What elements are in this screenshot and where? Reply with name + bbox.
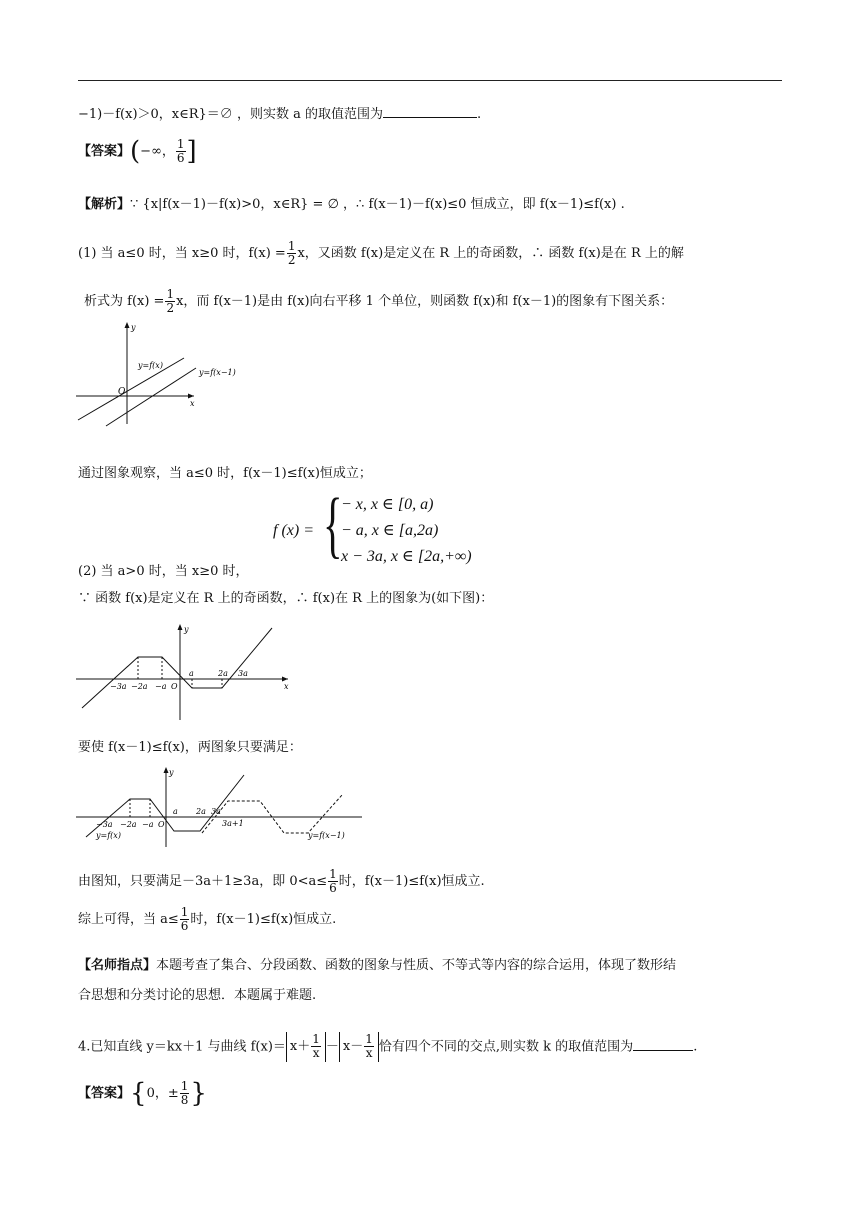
minus-sign: － bbox=[325, 1039, 339, 1055]
conclusion-text-b: 时，f(x－1)≤f(x)恒成立. bbox=[338, 874, 485, 889]
condition-text: 要使 f(x－1)≤f(x)，两图象只要满足： bbox=[78, 740, 302, 755]
tick-2a: 2a bbox=[196, 807, 206, 816]
y-label: y bbox=[169, 768, 174, 777]
period-4: . bbox=[693, 1039, 698, 1055]
tick-3a: 3a bbox=[211, 807, 221, 816]
origin-label: O bbox=[171, 682, 178, 691]
case-1-line bbox=[78, 240, 684, 267]
summary-fraction: $\frac{1}{6}$ bbox=[180, 905, 189, 933]
answer-label-4: 【答案】 bbox=[78, 1086, 131, 1101]
tick-neg-3a: −3a bbox=[110, 682, 127, 691]
summary-text-b: 时，f(x－1)≤f(x)恒成立. bbox=[190, 912, 337, 927]
case-1b-text-b: x，而 f(x－1)是由 f(x)向右平移 1 个单位，则函数 f(x)和 f(x－1)的图象有下图关系： bbox=[176, 294, 674, 309]
summary-line bbox=[78, 906, 336, 933]
answer-4 bbox=[78, 1080, 207, 1107]
answer-4-text: 0，± bbox=[146, 1086, 179, 1101]
set-open: { bbox=[130, 1078, 147, 1109]
x-label: x bbox=[284, 682, 289, 691]
period: . bbox=[476, 107, 482, 122]
label-f: y=f(x) bbox=[138, 361, 163, 370]
tick-2a: 2a bbox=[218, 669, 228, 678]
line-f-shifted bbox=[106, 368, 196, 426]
summary-text-a: 综上可得，当 a≤ bbox=[78, 912, 179, 927]
piece-row-1: − x, x ∈ [0, a) bbox=[341, 496, 434, 513]
tick-a: a bbox=[189, 669, 194, 678]
interval-open: ( bbox=[130, 136, 141, 167]
answer-blank-4 bbox=[633, 1038, 693, 1051]
case-2-text: (2) 当 a>0 时，当 x≥0 时， bbox=[78, 564, 249, 579]
label-f: y=f(x) bbox=[96, 831, 121, 840]
teacher-note-text-a: 本题考查了集合、分段函数、函数的图象与性质、不等式等内容的综合运用，体现了数形结 bbox=[156, 958, 677, 973]
answer-label: 【答案】 bbox=[78, 144, 131, 159]
analysis-text: ∵ {x|f(x－1)－f(x)>0，x∈R} = ∅ ，∴ f(x－1)－f(x)≤0 恒成立，即 f(x－1)≤f(x) . bbox=[130, 197, 625, 212]
tick-neg-2a: −2a bbox=[131, 682, 148, 691]
analysis-line bbox=[78, 196, 625, 214]
teacher-note-line-1 bbox=[78, 957, 676, 975]
label-f-shifted: y=f(x−1) bbox=[308, 831, 345, 840]
piece-row-2: − a, x ∈ [a,2a) bbox=[341, 522, 439, 539]
graph-3 bbox=[76, 765, 366, 849]
abs-term-2: x－ $\frac{1}{x}$ bbox=[339, 1032, 379, 1062]
case-1-text-b: x，又函数 f(x)是定义在 R 上的奇函数，∴ 函数 f(x)是在 R 上的解 bbox=[297, 246, 684, 261]
label-f-shifted: y=f(x−1) bbox=[199, 368, 236, 377]
x-axis-arrow bbox=[188, 394, 194, 399]
teacher-note-label: 【名师指点】 bbox=[78, 958, 157, 973]
piece-row-3: x − 3a, x ∈ [2a,+∞) bbox=[341, 548, 472, 565]
analysis-label: 【解析】 bbox=[78, 197, 131, 212]
graph-2 bbox=[76, 622, 296, 724]
origin-label: O bbox=[118, 387, 126, 397]
case-1b-fraction: $\frac{1}{2}$ bbox=[166, 287, 175, 315]
case-1-line-2 bbox=[84, 288, 673, 315]
y-axis-arrow bbox=[125, 322, 130, 328]
header-rule bbox=[78, 80, 782, 81]
question-4 bbox=[78, 1032, 697, 1062]
tick-a: a bbox=[173, 807, 178, 816]
origin-label: O bbox=[158, 820, 165, 829]
interval-close: ] bbox=[186, 136, 197, 167]
conclusion-text-a: 由图知，只要满足－3a＋1≥3a，即 0<a≤ bbox=[78, 874, 328, 889]
answer-3 bbox=[78, 138, 197, 165]
case-1-fraction: $\frac{1}{2}$ bbox=[287, 239, 296, 267]
conclusion-fraction: $\frac{1}{6}$ bbox=[329, 867, 337, 895]
conclusion-line bbox=[78, 868, 485, 895]
x-axis-arrow bbox=[282, 677, 288, 682]
question-3-tail bbox=[78, 105, 481, 124]
line-f bbox=[78, 358, 184, 420]
y-axis-arrow bbox=[178, 624, 183, 630]
y-label: y bbox=[131, 323, 136, 332]
answer-3-fraction: $\frac{1}{6}$ bbox=[176, 137, 185, 165]
answer-blank bbox=[383, 105, 477, 118]
tick-neg-2a: −2a bbox=[120, 820, 137, 829]
tick-neg-a: −a bbox=[155, 682, 167, 691]
question-4-text-a: 4.已知直线 y＝kx＋1 与曲线 f(x)＝ bbox=[78, 1039, 286, 1055]
odd-function-curve bbox=[82, 628, 272, 708]
case-1-text-a: (1) 当 a≤0 时，当 x≥0 时，f(x) = bbox=[78, 246, 286, 261]
abs-term-1: x＋ $\frac{1}{x}$ bbox=[286, 1032, 326, 1062]
observation-text: 通过图象观察，当 a≤0 时，f(x－1)≤f(x)恒成立； bbox=[78, 466, 372, 481]
tick-3a: 3a bbox=[238, 669, 248, 678]
y-axis-arrow bbox=[164, 767, 169, 773]
set-close: } bbox=[190, 1078, 207, 1109]
tick-3a-plus-1: 3a+1 bbox=[222, 819, 244, 828]
question-text: −1)－f(x)＞0，x∈R}＝∅ ，则实数 a 的取值范围为 bbox=[78, 107, 383, 122]
teacher-note-line-2: 合思想和分类讨论的思想．本题属于难题. bbox=[78, 988, 317, 1003]
tick-neg-3a: −3a bbox=[96, 820, 113, 829]
x-label: x bbox=[190, 399, 195, 408]
piecewise-brace: { bbox=[323, 484, 343, 566]
question-4-text-b: 恰有四个不同的交点,则实数 k 的取值范围为 bbox=[378, 1039, 634, 1055]
graph-1 bbox=[76, 318, 246, 428]
case-1b-text-a: 析式为 f(x) = bbox=[84, 294, 165, 309]
answer-4-fraction: $\frac{1}{8}$ bbox=[180, 1079, 189, 1107]
piecewise-lhs: f (x) = bbox=[273, 522, 314, 539]
y-label: y bbox=[184, 625, 189, 634]
answer-3-text: −∞， bbox=[140, 144, 175, 159]
odd-function-text: ∵ 函数 f(x)是定义在 R 上的奇函数，∴ f(x)在 R 上的图象为(如下图)： bbox=[78, 591, 494, 606]
tick-neg-a: −a bbox=[142, 820, 154, 829]
